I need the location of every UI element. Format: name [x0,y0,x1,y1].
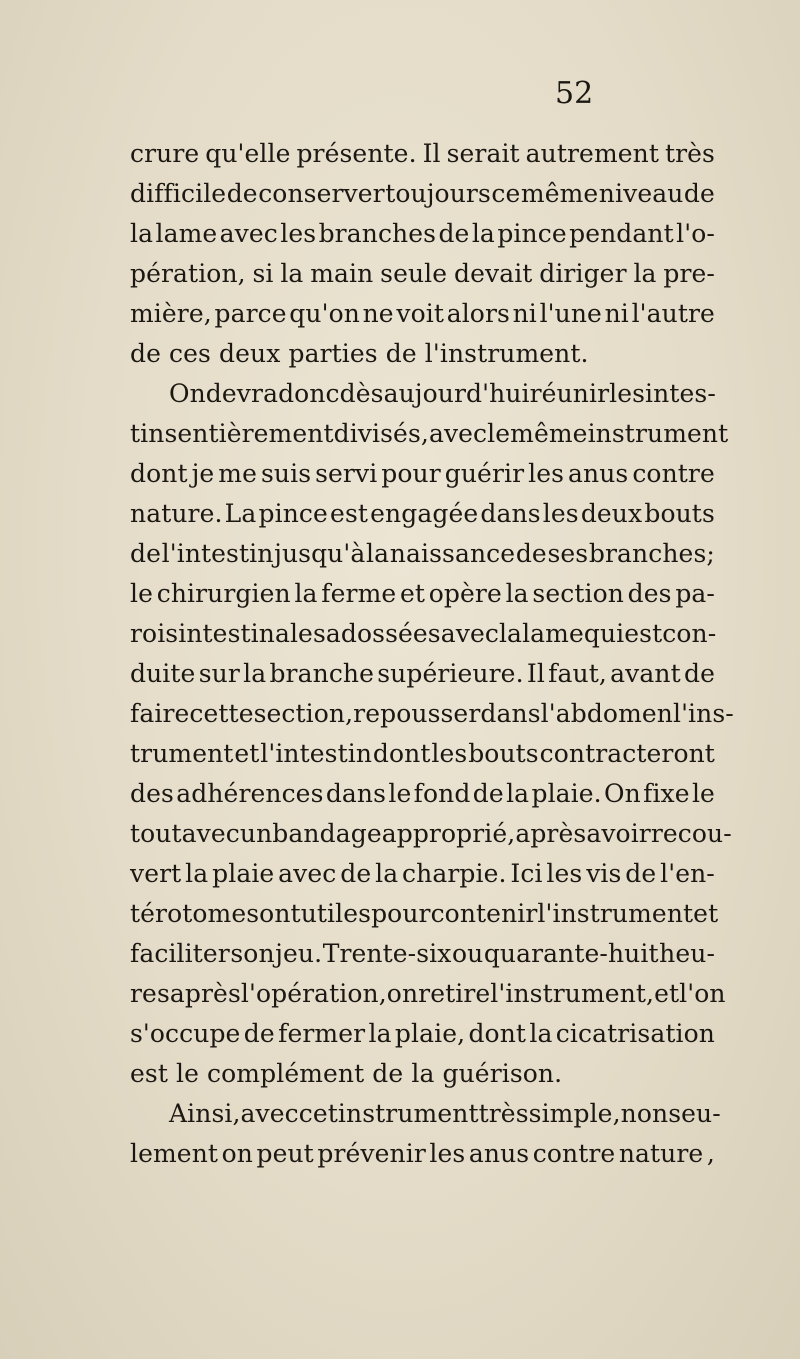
text-line: Ainsi, avec cet instrument très simple, non seu- [169,1099,721,1128]
text-line: dont je me suis servi pour guérir les anus contre [130,459,715,488]
text-line: On devra donc dès aujourd'hui réunir les intes- [169,379,716,408]
text-line: térotome sont utiles pour contenir l'instrument et [130,899,719,928]
text-line: tout avec un bandage approprié, après avoir recou- [130,819,732,848]
text-line: rois intestinales adossées avec la lame qui est con- [130,619,717,648]
text-line: difficile de conserver toujours ce même niveau de [130,179,715,208]
text-line: le chirurgien la ferme et opère la section des pa- [130,579,715,608]
body-text [130,134,734,1174]
text-line: des adhérences dans le fond de la plaie. On fixe le [130,779,715,808]
text-line: faire cette section, repousser dans l'abdomen l'ins- [130,699,734,728]
text-line: duite sur la branche supérieure. Il faut, avant de [130,659,715,688]
text-line: de ces deux parties de l'instrument. [130,339,589,368]
text-line: la lame avec les branches de la pince pendant l'o- [130,219,715,248]
page-number: 52 [555,76,594,111]
text-line: trument et l'intestin dont les bouts contracteront [130,739,715,768]
text-line: crure qu'elle présente. Il serait autrement très [130,139,715,168]
text-line: lement on peut prévenir les anus contre nature , [130,1139,715,1168]
text-line: faciliter son jeu. Trente-six ou quarante-huit heu- [130,939,715,968]
text-line: mière, parce qu'on ne voit alors ni l'une ni l'autre [130,299,715,328]
text-line: pération, si la main seule devait diriger la pre- [130,259,715,288]
text-line: nature. La pince est engagée dans les deux bouts [130,499,715,528]
text-line: res après l'opération, on retire l'instrument, et l'on [130,979,726,1008]
text-line: s'occupe de fermer la plaie, dont la cicatrisation [130,1019,715,1048]
text-line: tins entièrement divisés, avec le même instrument [130,419,729,448]
text-line: vert la plaie avec de la charpie. Ici les vis de l'en- [130,859,715,888]
text-line: est le complément de la guérison. [130,1059,563,1088]
text-line: de l'intestin jusqu'à la naissance de ses branches; [130,539,715,568]
